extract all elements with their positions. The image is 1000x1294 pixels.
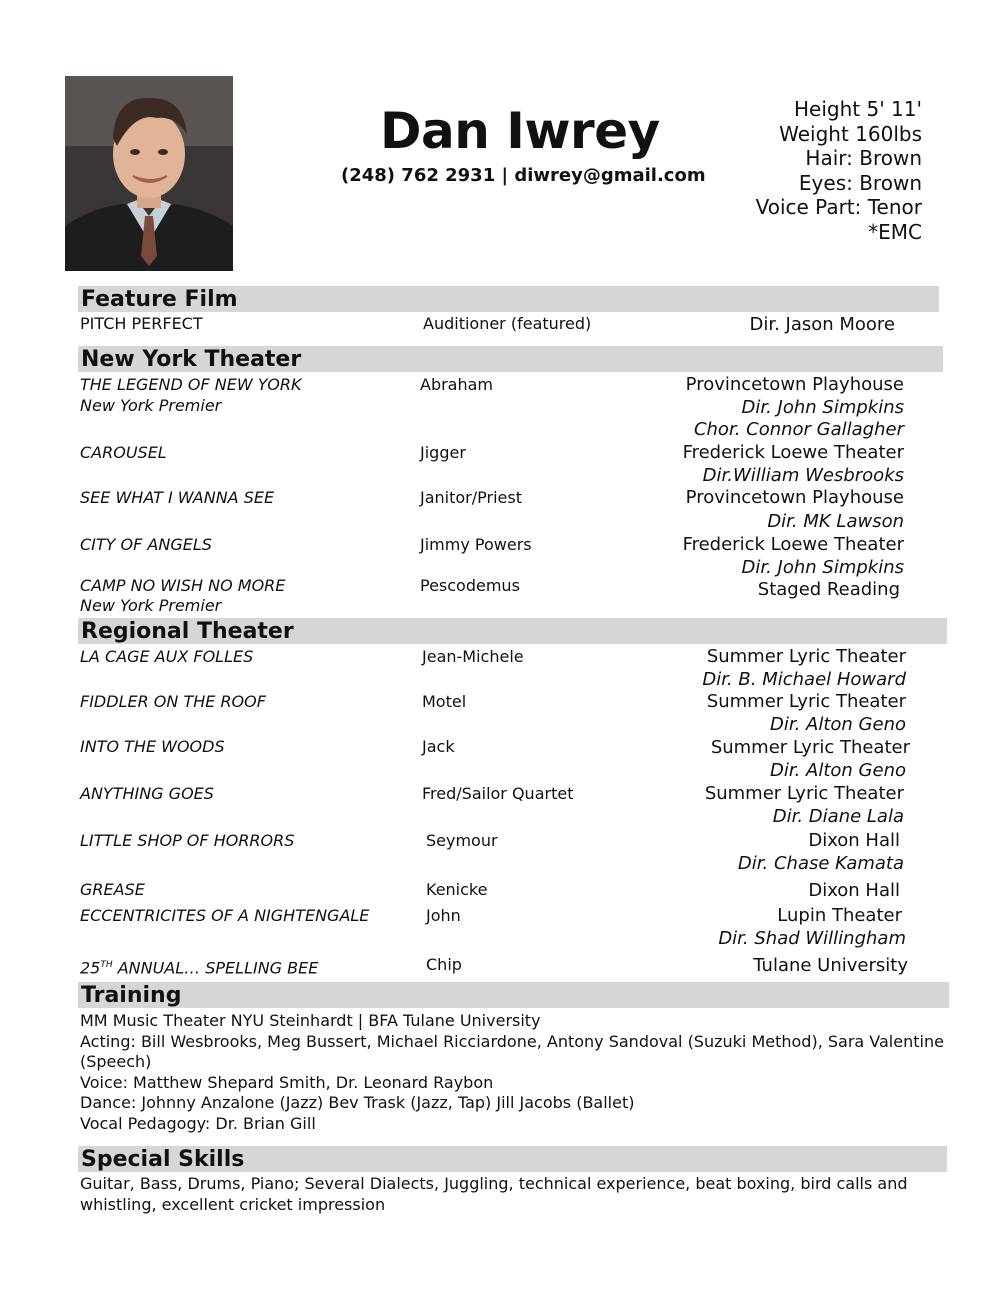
credit-role: Kenicke — [426, 880, 488, 899]
stat-eyes: Eyes: Brown — [798, 170, 922, 195]
credit-venue: Dixon Hall Dir. Chase Kamata — [737, 830, 904, 874]
credit-director: Dir. Jason Moore — [749, 314, 895, 335]
credit-note: New York Premier — [80, 396, 222, 415]
credit-role: Motel — [422, 692, 467, 711]
section-heading-training: Training — [78, 982, 949, 1008]
training-list — [80, 1011, 952, 1134]
training-line: MM Music Theater NYU Steinhardt | BFA Tulane University — [80, 1011, 541, 1030]
credit-role: Pescodemus — [420, 576, 520, 595]
credit-venue: Summer Lyric Theater Dir. Alton Geno — [710, 737, 910, 781]
credit-venue: Frederick Loewe Theater Dir.William Wesbrooks — [682, 442, 904, 486]
credit-title: LA CAGE AUX FOLLES — [80, 647, 254, 666]
credit-role: Jimmy Powers — [420, 535, 532, 554]
physical-stats — [756, 97, 922, 244]
stat-union: *EMC — [868, 219, 922, 244]
credit-title: CAROUSEL — [80, 443, 167, 462]
stat-voice-part: Voice Part: Tenor — [755, 195, 922, 219]
credit-venue: Frederick Loewe Theater Dir. John Simpkins — [682, 534, 904, 578]
credit-role: Auditioner (featured) — [423, 314, 592, 333]
credit-title: CAMP NO WISH NO MORE — [80, 576, 286, 595]
credit-title: THE LEGEND OF NEW YORK — [80, 375, 302, 394]
headshot-photo — [65, 76, 233, 271]
credit-venue: Summer Lyric Theater Dir. Alton Geno — [706, 691, 906, 735]
training-line: Dance: Johnny Anzalone (Jazz) Bev Trask (Jazz, Tap) Jill Jacobs (Ballet) — [80, 1093, 635, 1112]
credit-venue: Provincetown Playhouse Dir. MK Lawson — [685, 487, 904, 532]
credit-role: Janitor/Priest — [420, 488, 522, 507]
section-heading-special-skills: Special Skills — [78, 1146, 947, 1172]
actor-name: Dan Iwrey — [380, 102, 660, 160]
credit-title: 25TH ANNUAL… SPELLING BEE — [80, 958, 319, 978]
credit-venue: Tulane University — [753, 955, 908, 976]
credit-title: PITCH PERFECT — [80, 314, 203, 333]
credit-role: Jigger — [420, 443, 466, 462]
skills-text: Guitar, Bass, Drums, Piano; Several Dialects, Juggling, technical experience, beat boxing, bird calls and whistling, excellent cricket impression — [80, 1174, 908, 1214]
stat-height: Height 5' 11' — [794, 97, 922, 121]
stat-weight: Weight 160lbs — [779, 121, 922, 146]
stat-hair: Hair: Brown — [805, 146, 922, 170]
credit-venue: Summer Lyric Theater Dir. B. Michael Howard — [702, 646, 906, 690]
credit-venue: Summer Lyric Theater Dir. Diane Lala — [704, 783, 904, 827]
credit-title: FIDDLER ON THE ROOF — [80, 692, 266, 711]
credit-role: Chip — [426, 955, 462, 974]
credit-title: SEE WHAT I WANNA SEE — [80, 488, 275, 507]
contact-info: (248) 762 2931 | diwrey@gmail.com — [341, 165, 706, 186]
credit-role: Seymour — [426, 831, 498, 850]
credit-role: Jack — [422, 737, 455, 756]
training-line: Voice: Matthew Shepard Smith, Dr. Leonard Raybon — [80, 1072, 494, 1092]
credit-title: CITY OF ANGELS — [80, 535, 212, 554]
credit-role: Jean-Michele — [422, 647, 524, 666]
training-line: Vocal Pedagogy: Dr. Brian Gill — [80, 1113, 316, 1133]
credit-venue: Lupin Theater Dir. Shad Willingham — [718, 905, 906, 949]
credit-role: John — [426, 906, 461, 925]
section-heading-new-york-theater: New York Theater — [78, 346, 943, 372]
credit-title: LITTLE SHOP OF HORRORS — [80, 831, 295, 850]
credit-title: INTO THE WOODS — [80, 737, 225, 756]
portrait-icon — [65, 76, 233, 271]
credit-title: GREASE — [80, 880, 145, 899]
section-heading-feature-film: Feature Film — [78, 286, 939, 312]
credit-role: Fred/Sailor Quartet — [422, 784, 574, 803]
credit-venue: Provincetown Playhouse Dir. John Simpkins Chor. Connor Gallagher — [685, 374, 904, 441]
credit-note: New York Premier — [80, 596, 222, 615]
credit-venue: Dixon Hall — [808, 880, 900, 901]
credit-title: ECCENTRICITES OF A NIGHTENGALE — [80, 906, 370, 925]
credit-venue: Staged Reading — [757, 579, 900, 600]
training-line: Acting: Bill Wesbrooks, Meg Bussert, Michael Ricciardone, Antony Sandoval (Suzuki Method), Sara Valentine (Speech) — [80, 1031, 944, 1071]
credit-title: ANYTHING GOES — [80, 784, 214, 803]
section-heading-regional-theater: Regional Theater — [78, 618, 947, 644]
credit-role: Abraham — [420, 375, 494, 394]
